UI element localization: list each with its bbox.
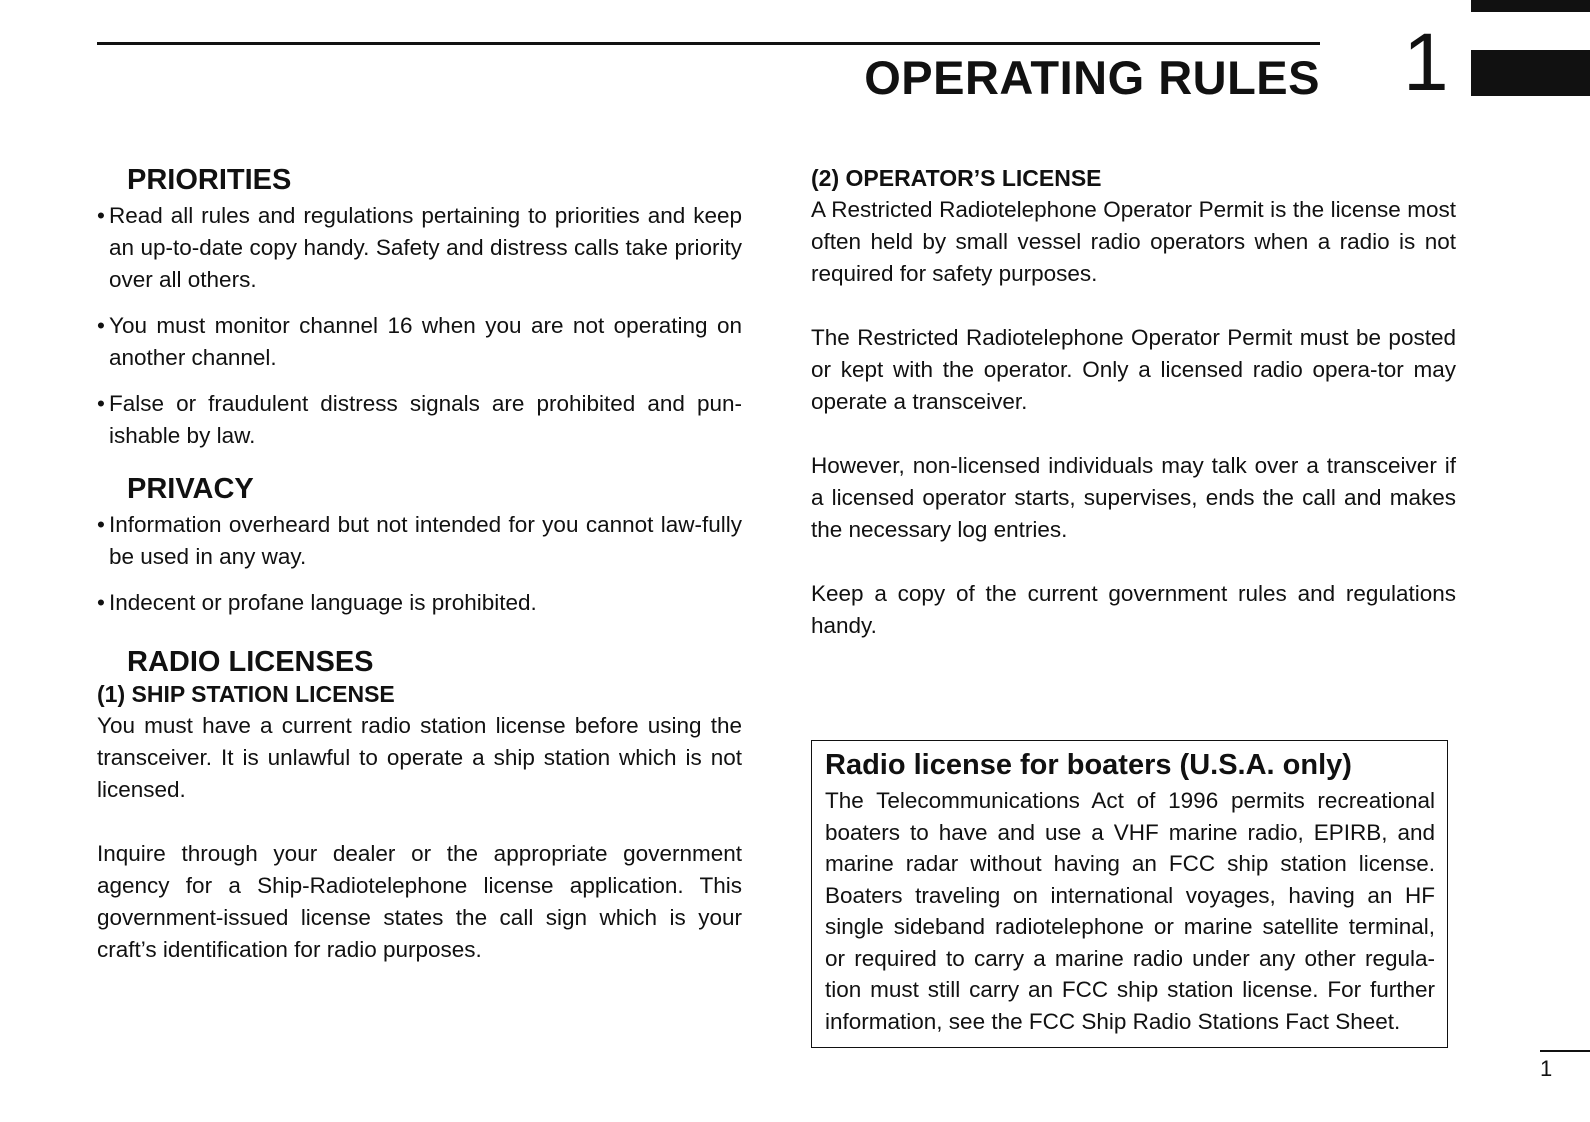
left-column [97,163,742,966]
ship-station-license-heading: (1) SHIP STATION LICENSE [97,681,395,708]
footer-rule [1540,1050,1590,1052]
priorities-bullet: • Read all rules and regulations pertaining to priorities and keep an up-to-date copy handy. Safety and distress calls take priority over all others. [97,202,742,292]
priorities-list [97,200,742,452]
priorities-heading: PRIORITIES [127,164,292,196]
priorities-bullet: • You must monitor channel 16 when you are not operating on another channel. [97,312,742,370]
privacy-heading: PRIVACY [127,472,254,505]
operator-license-paragraph: However, non-licensed individuals may talk over a transceiver if a licensed operator starts, supervises, ends the call and makes the necessary log entries. [811,453,1456,543]
header-rule [97,42,1320,45]
info-box-text: The Telecommunications Act of 1996 permits recreational boaters to have and use a VHF marine radio, EPIRB, and marine radar without having an FCC ship station license. Boaters traveling on international voyages, having an HF single sideband radiotelephone or marine satellite terminal, or required to carry a marine radio under any other regula-tion must still carry an FCC ship station license. For further information, see the FCC Ship Radio Stations Fact Sheet. [825,788,1435,1034]
operator-license-paragraph: The Restricted Radiotelephone Operator Permit must be posted or kept with the operator. Only a licensed radio opera-tor may operate a transceiver. [811,325,1456,415]
radio-license-boaters-box [811,740,1448,1048]
priorities-bullet: • False or fraudulent distress signals are prohibited and pun-ishable by law. [97,390,742,448]
right-column [811,163,1456,642]
ship-station-paragraph: You must have a current radio station license before using the transceiver. It is unlawful to operate a ship station which is not licensed. [97,713,742,803]
chapter-tab [1471,50,1590,96]
chapter-number: 1 [1403,17,1449,108]
info-box-title: Radio license for boaters (U.S.A. only) [825,749,1352,781]
operator-license-paragraph: A Restricted Radiotelephone Operator Permit is the license most often held by small vessel radio operators when a radio is not required for safety purposes. [811,197,1456,287]
page-title: OPERATING RULES [864,51,1320,104]
operator-license-paragraph: Keep a copy of the current government rules and regulations handy. [811,581,1456,639]
radio-licenses-heading: RADIO LICENSES [127,645,374,678]
ship-station-paragraph: Inquire through your dealer or the appropriate government agency for a Ship-Radiotelephone license application. This government-issued license states the call sign which is your craft’s identification for radio purposes. [97,841,742,963]
privacy-list [97,509,742,619]
privacy-bullet: • Information overheard but not intended for you cannot law-fully be used in any way. [97,511,742,569]
operator-license-heading: (2) OPERATOR’S LICENSE [811,165,1102,191]
privacy-bullet: • Indecent or profane language is prohibited. [97,589,537,615]
page-number: 1 [1540,1056,1553,1081]
chapter-tab-top [1471,0,1590,12]
